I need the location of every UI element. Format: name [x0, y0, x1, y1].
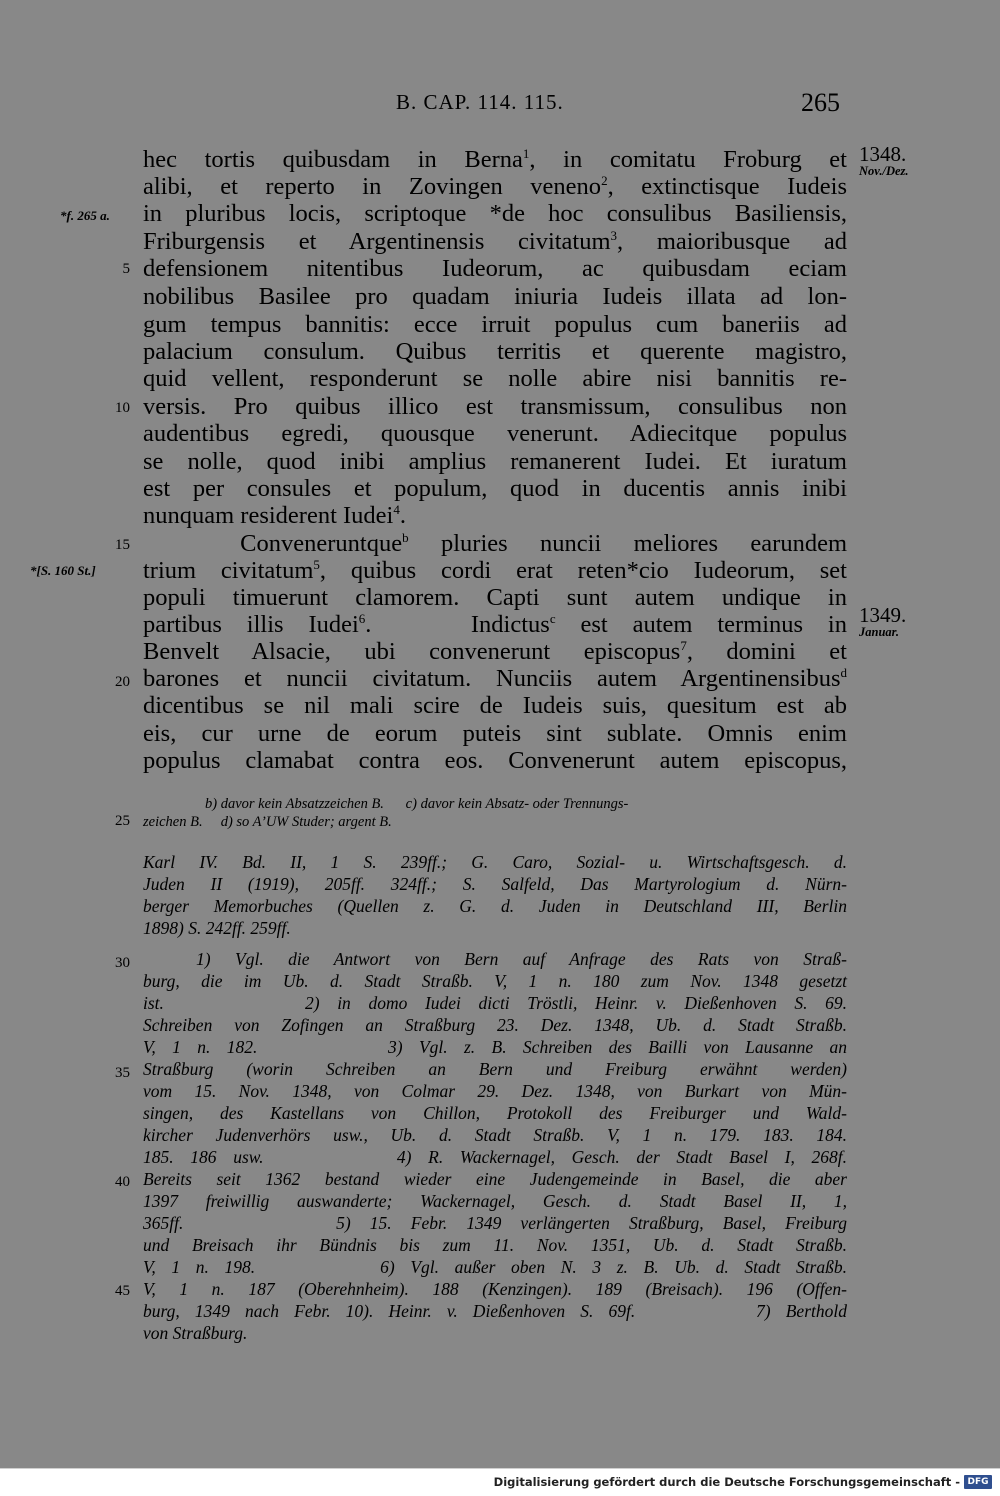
footnote-line: burg, 1349 nach Febr. 10). Heinr. v. Dießenhoven S. 69f. 7) Berthold: [143, 1301, 847, 1321]
text-line: alibi, et reperto in Zovingen veneno$^2$, extinctisque Iudeis: [143, 173, 847, 200]
footnote-line: ist. 2) in domo Iudei dicti Tröstli, Heinr. v. Dießenhoven S. 69.: [143, 993, 847, 1013]
footnote-line: 185. 186 usw. 4) R. Wackernagel, Gesch. der Stadt Basel I, 268f.: [143, 1147, 847, 1167]
page-number: 265: [801, 88, 840, 117]
footnote-line: vom 15. Nov. 1348, von Colmar 29. Dez. 1348, von Burkart von Mün-: [143, 1081, 847, 1101]
footnote-line: V, 1 n. 198. 6) Vgl. außer oben N. 3 z. B. Ub. d. Stadt Straßb.: [143, 1257, 847, 1277]
commentary-line: Karl IV. Bd. II, 1 S. 239ff.; G. Caro, Sozial- u. Wirtschaftsgesch. d.: [143, 852, 847, 872]
text-line: quid vellent, responderunt se nolle abire nisi bannitis re-: [143, 365, 847, 392]
text-line: audentibus egredi, quousque venerunt. Adiecitque populus: [143, 420, 847, 447]
footnote-line: von Straßburg.: [143, 1323, 248, 1343]
text-line: Friburgensis et Argentinensis civitatum$^3$, maioribusque ad: [143, 228, 847, 255]
footnote-line: und Breisach ihr Bündnis bis zum 11. Nov. 1351, Ub. d. Stadt Straßb.: [143, 1235, 847, 1255]
margin-edition-ref: *[S. 160 St.]: [30, 563, 96, 578]
digitization-footer: [0, 1468, 1000, 1496]
footnote-line: 1397 freiwillig auswanderte; Wackernagel, Gesch. d. Stadt Basel II, 1,: [143, 1191, 847, 1211]
apparatus-line: zeichen B. d) so A’UW Studer; argent B.: [143, 814, 392, 830]
text-line: partibus illis Iudei$^6$. Indictus$^c$ est autem terminus in: [143, 611, 847, 638]
footnote-line: V, 1 n. 187 (Oberehnheim). 188 (Kenzingen). 189 (Breisach). 196 (Offen-: [143, 1279, 847, 1299]
line-number: 40: [115, 1174, 130, 1190]
footnote-line: Schreiben von Zofingen an Straßburg 23. Dez. 1348, Ub. d. Stadt Straßb.: [143, 1015, 847, 1035]
text-line: in pluribus locis, scriptoque *de hoc consulibus Basiliensis,: [143, 200, 847, 227]
margin-date-year: 1348.: [859, 142, 907, 166]
footnote-line: burg, die im Ub. d. Stadt Straßb. V, 1 n. 180 zum Nov. 1348 gesetzt: [143, 971, 847, 991]
apparatus-line: b) davor kein Absatzzeichen B. c) davor kein Absatz- oder Trennungs-: [205, 796, 629, 812]
footnote-line: 365ff. 5) 15. Febr. 1349 verlängerten Straßburg, Basel, Freiburg: [143, 1213, 847, 1233]
line-number: 30: [115, 955, 130, 971]
running-head: B. CAP. 114. 115.: [396, 90, 564, 114]
line-number: 45: [115, 1283, 130, 1299]
commentary-line: Juden II (1919), 205ff. 324ff.; S. Salfeld, Das Martyrologium d. Nürn-: [143, 874, 847, 894]
text-line: gum tempus bannitis: ecce irruit populus cum baneriis ad: [143, 311, 847, 338]
footnote-line: V, 1 n. 182. 3) Vgl. z. B. Schreiben des Bailli von Lausanne an: [143, 1037, 847, 1057]
line-number: 15: [115, 537, 130, 553]
footnote-line: singen, des Kastellans von Chillon, Protokoll des Freiburger und Wald-: [143, 1103, 847, 1123]
page-header: [0, 90, 1000, 124]
text-line: Conveneruntque$^b$ pluries nuncii meliores earundem: [143, 530, 847, 557]
margin-date: [859, 144, 909, 178]
text-line: nobilibus Basilee pro quadam iniuria Iudeis illata ad lon-: [143, 283, 847, 310]
footnote-line: kircher Judenverhörs usw., Ub. d. Stadt Straßb. V, 1 n. 179. 183. 184.: [143, 1125, 847, 1145]
footnote-line: Bereits seit 1362 bestand wieder eine Judengemeinde in Basel, die aber: [143, 1169, 847, 1189]
text-line: eis, cur urne de eorum puteis sint sublate. Omnis enim: [143, 720, 847, 747]
footnote-line: Straßburg (worin Schreiben an Bern und Freiburg erwähnt werden): [143, 1059, 847, 1079]
text-line: barones et nuncii civitatum. Nunciis autem Argentinensibus$^d$: [143, 665, 847, 692]
text-line: est per consules et populum, quod in ducentis annis inibi: [143, 475, 847, 502]
margin-date-month: Januar.: [859, 625, 899, 639]
margin-date: [859, 605, 906, 639]
funding-notice: Digitalisierung gefördert durch die Deutsche Forschungsgemeinschaft -: [493, 1475, 960, 1489]
text-line: hec tortis quibusdam in Berna$^1$, in comitatu Froburg et: [143, 146, 847, 173]
line-number: 35: [115, 1065, 130, 1081]
commentary-line: berger Memorbuches (Quellen z. G. d. Juden in Deutschland III, Berlin: [143, 896, 847, 916]
line-number: 25: [115, 813, 130, 829]
margin-date-year: 1349.: [859, 603, 907, 627]
text-line: se nolle, quod inibi amplius remanerent Iudei. Et iuratum: [143, 448, 847, 475]
text-line: Benvelt Alsacie, ubi convenerunt episcopus$^7$, domini et: [143, 638, 847, 665]
text-line: populi timuerunt clamorem. Capti sunt autem undique in: [143, 584, 847, 611]
line-number: 20: [115, 674, 130, 690]
line-number: 5: [122, 261, 130, 277]
text-line: palacium consulum. Quibus territis et querente magistro,: [143, 338, 847, 365]
text-line: defensionem nitentibus Iudeorum, ac quibusdam eciam: [143, 255, 847, 282]
footnote-line: 1) Vgl. die Antwort von Bern auf Anfrage des Rats von Straß-: [196, 949, 847, 969]
dfg-logo: DFG: [964, 1475, 992, 1489]
line-number: 10: [115, 400, 130, 416]
commentary-line: 1898) S. 242ff. 259ff.: [143, 918, 291, 938]
text-line: trium civitatum$^5$, quibus cordi erat reten*cio Iudeorum, set: [143, 557, 847, 584]
margin-folio-ref: *f. 265 a.: [60, 208, 110, 223]
margin-date-month: Nov./Dez.: [859, 164, 909, 178]
text-line: populus clamabat contra eos. Convenerunt autem episcopus,: [143, 747, 847, 774]
text-line: versis. Pro quibus illico est transmissum, consulibus non: [143, 393, 847, 420]
text-line: nunquam residerent Iudei$^4$.: [143, 502, 406, 529]
text-line: dicentibus se nil mali scire de Iudeis suis, quesitum est ab: [143, 692, 847, 719]
